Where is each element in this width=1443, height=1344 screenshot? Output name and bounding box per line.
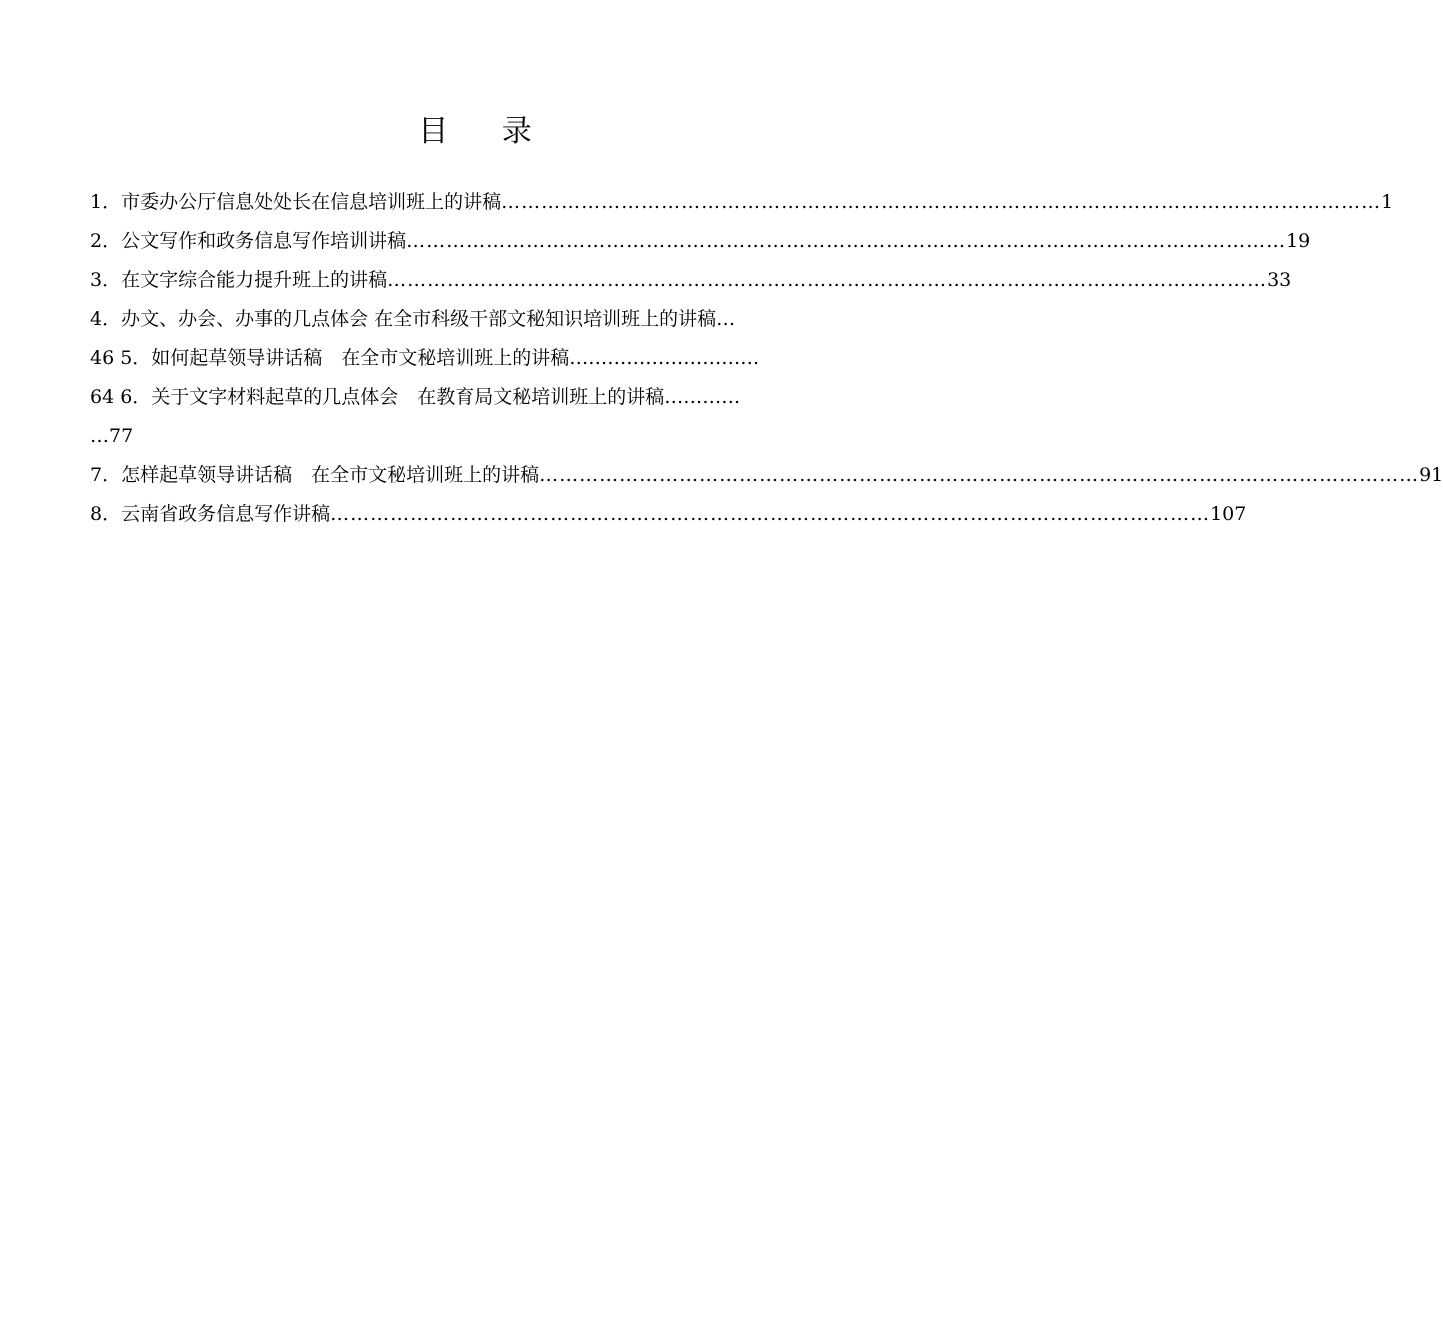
toc-page-number: 107	[1210, 503, 1247, 525]
toc-page-number: 1	[1381, 191, 1394, 213]
toc-entry-text: 2．公文写作和政务信息写作培训讲稿	[90, 230, 407, 252]
toc-entry-1[interactable]	[90, 186, 1394, 225]
toc-leader-dots: ……………………………………………………………………………………………………………………	[406, 230, 1287, 252]
toc-entry-5[interactable]: 46 5．如何起草领导讲话稿 在全市文秘培训班上的讲稿…………………………	[90, 347, 760, 369]
toc-leader-dots: ……………………………………………………………………………………………………………………	[387, 269, 1268, 291]
toc-leader-dots: ……………………………………………………………………………………………………………………	[330, 503, 1211, 525]
table-of-contents	[90, 186, 1443, 537]
toc-entry-3[interactable]	[90, 264, 1292, 303]
toc-entry-7[interactable]	[90, 459, 1443, 498]
toc-entry-text: 7．怎样起草领导讲话稿 在全市文秘培训班上的讲稿	[90, 464, 540, 486]
toc-entry-text: 3．在文字综合能力提升班上的讲稿	[90, 269, 388, 291]
toc-entry-6[interactable]: 64 6．关于文字材料起草的几点体会 在教育局文秘培训班上的讲稿…………	[90, 386, 741, 408]
toc-entry-text: 1．市委办公厅信息处处长在信息培训班上的讲稿	[90, 191, 502, 213]
toc-leader-dots: ……………………………………………………………………………………………………………………	[539, 464, 1420, 486]
toc-title: 目 录	[418, 114, 554, 149]
toc-page-number: 91	[1419, 464, 1443, 486]
toc-entry-6-continued[interactable]: …77	[90, 425, 134, 447]
toc-entry-2[interactable]	[90, 225, 1311, 264]
toc-entry-8[interactable]	[90, 498, 1247, 537]
toc-entry-4[interactable]: 4．办文、办会、办事的几点体会 在全市科级干部文秘知识培训班上的讲稿…	[90, 308, 736, 330]
toc-page-number: 19	[1286, 230, 1311, 252]
toc-page-number: 33	[1267, 269, 1292, 291]
toc-entry-text: 8．云南省政务信息写作讲稿	[90, 503, 331, 525]
toc-leader-dots: ……………………………………………………………………………………………………………………	[501, 191, 1382, 213]
